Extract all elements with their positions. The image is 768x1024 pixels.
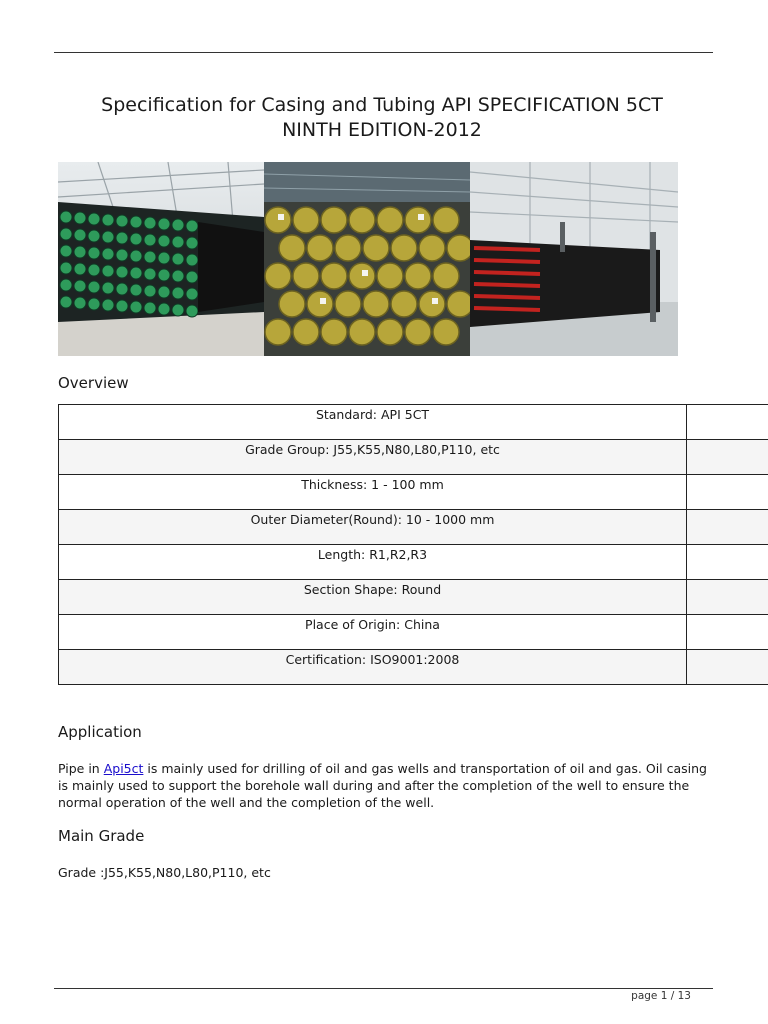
overview-heading: Overview — [58, 374, 129, 392]
spec-table-empty-cell — [687, 615, 768, 650]
api5ct-link[interactable]: Api5ct — [103, 761, 144, 776]
document-title — [54, 93, 710, 143]
application-text-body: is mainly used for drilling of oil and gas wells and transportation of oil and gas. Oil casing is mainly used to support the borehole wall during and after the completion of the well to ensure the normal operation of the well and the completion of the well. — [58, 761, 707, 810]
spec-table-cell: Thickness: 1 - 100 mm — [59, 475, 687, 510]
spec-table-cell: Standard: API 5CT — [59, 405, 687, 440]
title-line-2: NINTH EDITION-2012 — [282, 119, 482, 141]
spec-table-row — [59, 545, 768, 580]
spec-table-cell: Place of Origin: China — [59, 615, 687, 650]
spec-table-empty-cell — [687, 510, 768, 545]
spec-table-cell: Section Shape: Round — [59, 580, 687, 615]
application-paragraph — [58, 760, 708, 811]
header-rule — [54, 52, 713, 53]
application-text-prefix: Pipe in — [58, 761, 104, 776]
overview-spec-table — [58, 404, 768, 685]
spec-table-empty-cell — [687, 475, 768, 510]
product-photo-red-tubing — [470, 162, 678, 356]
spec-table-empty-cell — [687, 580, 768, 615]
spec-table-cell: Certification: ISO9001:2008 — [59, 650, 687, 685]
spec-table-empty-cell — [687, 545, 768, 580]
spec-table-cell: Length: R1,R2,R3 — [59, 545, 687, 580]
spec-table-row — [59, 615, 768, 650]
spec-table-empty-cell — [687, 440, 768, 475]
product-photo-green-casing — [58, 162, 264, 356]
footer-rule — [54, 988, 713, 989]
spec-table-row — [59, 650, 768, 685]
main-grade-heading: Main Grade — [58, 827, 145, 845]
title-line-1: Specification for Casing and Tubing API SPECIFICATION 5CT — [101, 94, 663, 116]
spec-table-row — [59, 510, 768, 545]
product-photo-yellow-pipes — [264, 162, 470, 356]
spec-table-row — [59, 440, 768, 475]
product-photo-strip — [58, 162, 678, 356]
spec-table-empty-cell — [687, 405, 768, 440]
spec-table-cell: Outer Diameter(Round): 10 - 1000 mm — [59, 510, 687, 545]
spec-table-row — [59, 475, 768, 510]
spec-table-cell: Grade Group: J55,K55,N80,L80,P110, etc — [59, 440, 687, 475]
main-grade-text: Grade :J55,K55,N80,L80,P110, etc — [58, 865, 271, 880]
spec-table-empty-cell — [687, 650, 768, 685]
page-number: page 1 / 13 — [631, 990, 691, 1002]
application-heading: Application — [58, 723, 142, 741]
spec-table-row — [59, 580, 768, 615]
spec-table-row — [59, 405, 768, 440]
